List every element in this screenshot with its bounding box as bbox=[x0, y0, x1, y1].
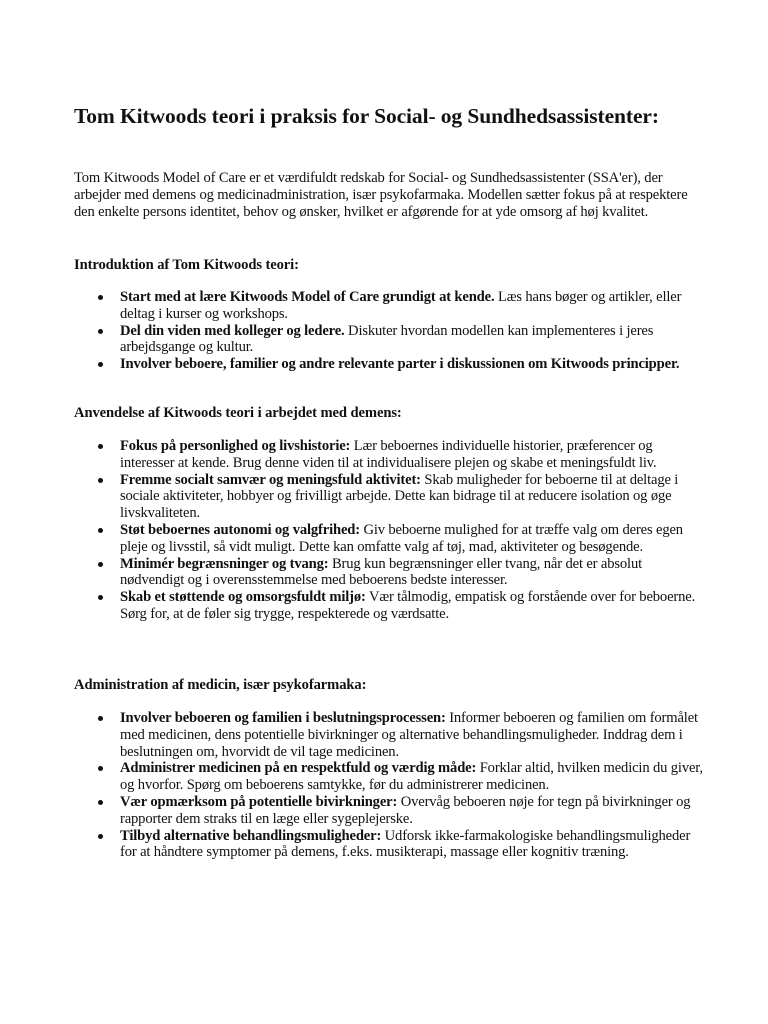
section-heading-dementia: Anvendelse af Kitwoods teori i arbejdet med demens: bbox=[74, 405, 402, 421]
list-item-bold: Vær opmærksom på potentielle bivirkninger: bbox=[120, 793, 398, 810]
list-item-text: Vær tålmodig, empatisk og forstående over for beboerne. Sørg for, at de føler sig trygge, respekterede og værdsatte. bbox=[120, 589, 696, 622]
list-item bbox=[74, 323, 704, 357]
section-heading-medication: Administration af medicin, især psykofarmaka: bbox=[74, 677, 367, 693]
list-item bbox=[74, 828, 704, 862]
list-item-bold: Fokus på personlighed og livshistorie: bbox=[120, 438, 351, 454]
list-item-text: Diskuter hvordan modellen kan implementeres i jeres arbejdsgange og kultur. bbox=[120, 322, 654, 356]
list-item-text: Læs hans bøger og artikler, eller deltag i kurser og workshops. bbox=[120, 289, 682, 322]
list-item bbox=[74, 794, 704, 828]
list-item bbox=[74, 522, 704, 556]
list-item-bold: Skab et støttende og omsorgsfuldt miljø: bbox=[120, 589, 366, 606]
list-item bbox=[74, 589, 704, 623]
list-item bbox=[74, 356, 704, 373]
bullet-list-dementia bbox=[74, 438, 704, 623]
section-heading-introduction: Introduktion af Tom Kitwoods teori: bbox=[74, 257, 299, 273]
list-item-bold: Involver beboere, familier og andre relevante parter i diskussionen om Kitwoods principper. bbox=[120, 356, 680, 373]
bullet-list-introduction bbox=[74, 289, 704, 373]
list-item-text: Forklar altid, hvilken medicin du giver, og hvorfor. Spørg om beboerens samtykke, før du administrerer medicinen. bbox=[120, 760, 703, 794]
list-item-bold: Fremme socialt samvær og meningsfuld aktivitet: bbox=[120, 471, 421, 488]
list-item-text: Giv beboerne mulighed for at træffe valg om deres egen pleje og livsstil, så vidt muligt. Dette kan omfatte valg af tøj, mad, aktiviteter og besøgende. bbox=[120, 521, 683, 555]
list-item-text: Udforsk ikke-farmakologiske behandlingsmuligheder for at håndtere symptomer på demens, f.eks. musikterapi, massage eller kognitiv træning. bbox=[120, 827, 691, 861]
bullet-list-medication bbox=[74, 710, 704, 861]
list-item-bold: Tilbyd alternative behandlingsmuligheder: bbox=[120, 827, 382, 844]
list-item-text: Skab muligheder for beboerne til at deltage i sociale aktiviteter, hobbyer og frivilligt arbejde. Dette kan bidrage til at reducere isolation og øge livskvaliteten. bbox=[120, 471, 679, 522]
intro-paragraph: Tom Kitwoods Model of Care er et værdifuldt redskab for Social- og Sundhedsassistenter (SSA'er), der arbejder med demens og medicinadministration, især psykofarmaka. Modellen sætter fokus på at respektere den enkelte persons identitet, behov og ønsker, hvilket er afgørende for at yde omsorg af høj kvalitet. bbox=[74, 170, 688, 220]
page-title: Tom Kitwoods teori i praksis for Social- og Sundhedsassistenter: bbox=[74, 104, 659, 128]
list-item bbox=[74, 289, 704, 323]
list-item bbox=[74, 472, 704, 522]
list-item-text: Brug kun begrænsninger eller tvang, når det er absolut nødvendigt og i overensstemmelse med beboerens bedste interesser. bbox=[120, 555, 642, 589]
list-item-text: Informer beboeren og familien om formålet med medicinen, dens potentielle bivirkninger og alternative behandlingsmuligheder. Inddrag dem i beslutningen om, hvorvidt de vil tage medicinen. bbox=[120, 710, 698, 760]
list-item-bold: Del din viden med kolleger og ledere. bbox=[120, 322, 345, 339]
list-item bbox=[74, 438, 704, 472]
list-item-bold: Minimér begrænsninger og tvang: bbox=[120, 555, 329, 572]
list-item-bold: Start med at lære Kitwoods Model of Care grundigt at kende. bbox=[120, 289, 495, 305]
list-item bbox=[74, 556, 704, 590]
list-item-bold: Involver beboeren og familien i beslutningsprocessen: bbox=[120, 710, 446, 726]
list-item bbox=[74, 760, 704, 794]
list-item-bold: Støt beboernes autonomi og valgfrihed: bbox=[120, 521, 360, 538]
list-item-text: Lær beboernes individuelle historier, præferencer og interesser at kende. Brug denne viden til at individualisere plejen og skabe et meningsfuldt liv. bbox=[120, 438, 657, 471]
list-item bbox=[74, 710, 704, 760]
list-item-bold: Administrer medicinen på en respektfuld og værdig måde: bbox=[120, 760, 477, 777]
list-item-text: Overvåg beboeren nøje for tegn på bivirkninger og rapporter dem straks til en læge eller sygeplejerske. bbox=[120, 793, 691, 827]
